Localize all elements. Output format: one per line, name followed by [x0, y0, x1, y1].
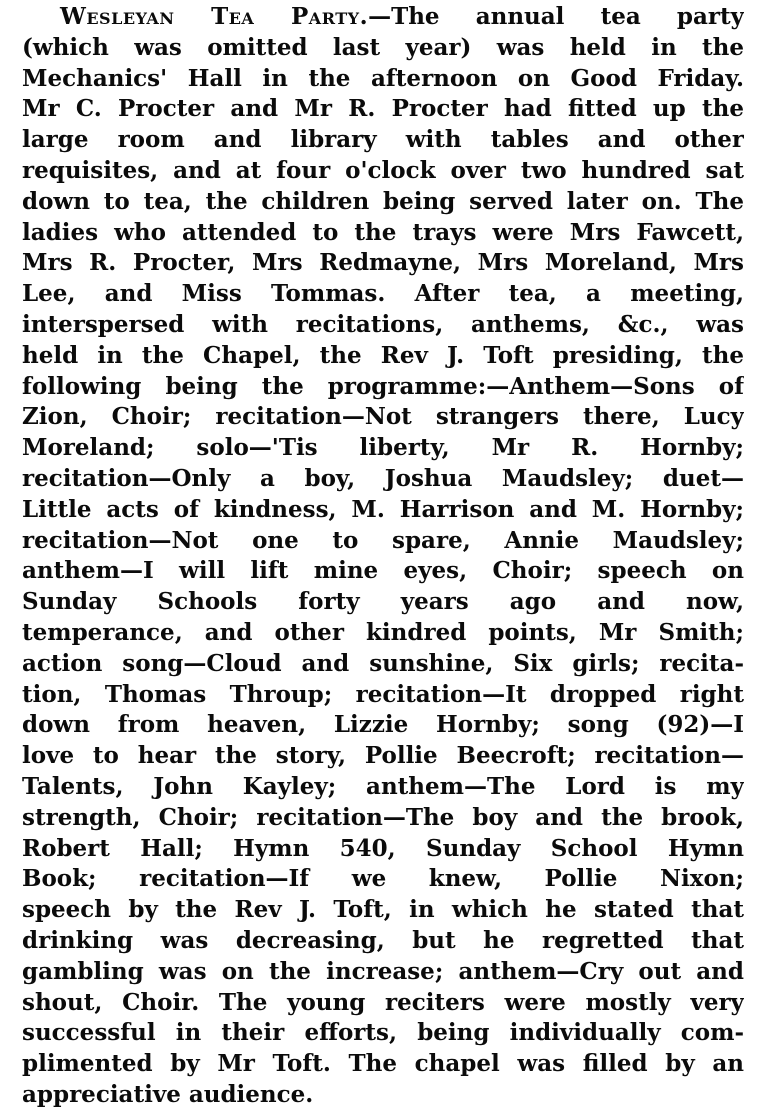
article-line: drinking was decreasing, but he regretted that	[22, 926, 744, 954]
article-line: Mechanics' Hall in the afternoon on Good Friday.	[22, 64, 744, 92]
article-headline: Wesleyan Tea Party.	[60, 3, 369, 30]
article-line: Zion, Choir; recitation—Not strangers there, Lucy	[22, 403, 744, 431]
article-line: plimented by Mr Toft. The chapel was filled by an	[22, 1050, 744, 1078]
article-line: speech by the Rev J. Toft, in which he stated that	[22, 896, 744, 924]
article-line: Moreland; solo—'Tis liberty, Mr R. Hornby;	[22, 434, 744, 462]
article-line: held in the Chapel, the Rev J. Toft presiding, the	[22, 341, 744, 369]
article-line: Robert Hall; Hymn 540, Sunday School Hymn	[22, 834, 744, 862]
article-line: Little acts of kindness, M. Harrison and M. Hornby;	[22, 495, 744, 523]
article-line: action song—Cloud and sunshine, Six girls; recita-	[22, 649, 744, 677]
article-line: interspersed with recitations, anthems, &c., was	[22, 310, 744, 338]
article-line-text: —The annual tea party	[368, 3, 744, 30]
article-line: anthem—I will lift mine eyes, Choir; speech on	[22, 557, 744, 585]
article-line: large room and library with tables and other	[22, 126, 744, 154]
article-line: requisites, and at four o'clock over two hundred sat	[22, 156, 744, 184]
article-line: tion, Thomas Throup; recitation—It dropped right	[22, 680, 744, 708]
newspaper-article	[22, 2, 744, 1111]
article-line: Mrs R. Procter, Mrs Redmayne, Mrs Moreland, Mrs	[22, 249, 744, 277]
article-line: love to hear the story, Pollie Beecroft; recitation—	[22, 742, 744, 770]
article-line: down to tea, the children being served later on. The	[22, 187, 744, 215]
article-line: ladies who attended to the trays were Mrs Fawcett,	[22, 218, 744, 246]
article-line: recitation—Not one to spare, Annie Maudsley;	[22, 526, 744, 554]
article-line: Lee, and Miss Tommas. After tea, a meeting,	[22, 280, 744, 308]
article-line: Talents, John Kayley; anthem—The Lord is my	[22, 772, 744, 800]
article-line: temperance, and other kindred points, Mr Smith;	[22, 618, 744, 646]
article-line: Sunday Schools forty years ago and now,	[22, 588, 744, 616]
article-line: following being the programme:—Anthem—Sons of	[22, 372, 744, 400]
article-line	[22, 2, 744, 33]
article-line: gambling was on the increase; anthem—Cry out and	[22, 957, 744, 985]
article-line: shout, Choir. The young reciters were mostly very	[22, 988, 744, 1016]
article-line: (which was omitted last year) was held in the	[22, 33, 744, 61]
article-line: appreciative audience.	[22, 1080, 314, 1108]
article-line: successful in their efforts, being individually com-	[22, 1019, 744, 1047]
article-line: recitation—Only a boy, Joshua Maudsley; duet—	[22, 464, 744, 492]
article-line: down from heaven, Lizzie Hornby; song (92)—I	[22, 711, 744, 739]
article-line: strength, Choir; recitation—The boy and the brook,	[22, 803, 744, 831]
article-line: Book; recitation—If we knew, Pollie Nixon;	[22, 865, 744, 893]
article-line: Mr C. Procter and Mr R. Procter had fitted up the	[22, 95, 744, 123]
